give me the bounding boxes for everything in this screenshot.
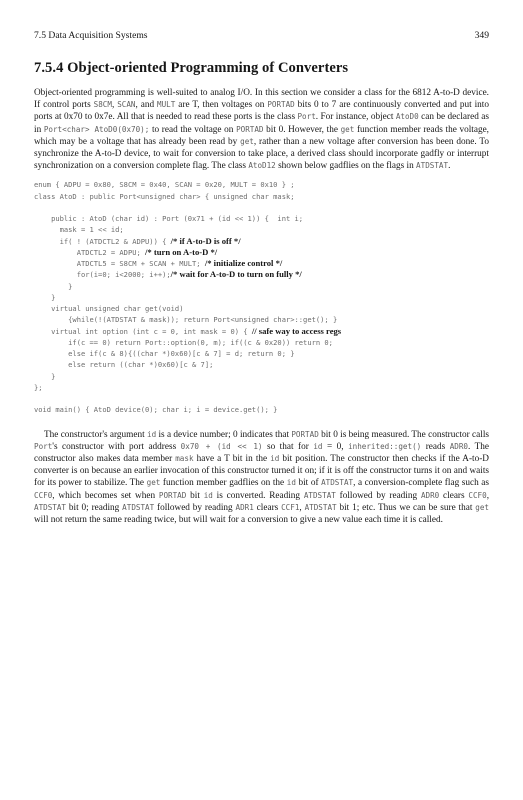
code-comment: /* if A-to-D is off */ xyxy=(170,235,241,246)
code-line xyxy=(34,224,489,235)
text-run: , which becomes set when xyxy=(52,490,159,501)
code-text: {while(!(ATDSTAT & mask)); return Port<unsigned char>::get(); } xyxy=(34,315,338,325)
code-text: for(i=0; i<2000; i++); xyxy=(34,270,171,280)
code-line xyxy=(34,281,489,292)
text-run: have a T bit in the xyxy=(193,454,271,465)
text-run: bit 0; reading xyxy=(66,502,123,513)
code-text: enum { ADPU = 0x80, S8CM = 0x40, SCAN = 0x20, MULT = 0x10 } ; xyxy=(34,180,295,190)
code-line xyxy=(34,191,489,202)
text-run: bit of xyxy=(295,478,322,489)
inline-code: get xyxy=(146,478,161,488)
code-line xyxy=(34,359,489,370)
code-line xyxy=(34,371,489,382)
code-line xyxy=(34,202,489,213)
inline-code: Port xyxy=(297,112,316,122)
code-comment: /* wait for A-to-D to turn on fully */ xyxy=(170,269,302,280)
code-text: } xyxy=(34,281,73,291)
code-text: } xyxy=(34,292,56,302)
text-run: followed by reading xyxy=(154,502,236,513)
code-text: else return ((char *)0x60)[c & 7]; xyxy=(34,360,214,370)
inline-code: ADR0 xyxy=(449,441,468,451)
text-run: reads xyxy=(421,441,450,452)
text-run: , rather than a new voltage after conversion has been done. To synchronize the A-to-D device, to wait for conversion to take place, a derived class should incorporate gadfly or interrupt synchronization on a conversion complete flag. The class xyxy=(34,136,490,172)
inline-code: get xyxy=(240,136,254,146)
code-line xyxy=(34,404,489,415)
inline-code: CCF1 xyxy=(281,502,300,512)
inline-code: Port xyxy=(34,441,53,451)
text-run: , and xyxy=(135,100,158,111)
text-run: will not return the same reading twice, but will wait for a conversion to give a new value each time it is called. xyxy=(34,515,443,526)
inline-code: 0x70 + (id << 1) xyxy=(180,441,263,451)
code-listing xyxy=(34,179,489,415)
inline-code: mask xyxy=(175,454,194,464)
code-line xyxy=(34,314,489,325)
text-run: bit 1; etc. Thus we can be sure that xyxy=(336,502,476,513)
code-comment: // safe way to access regs xyxy=(251,325,342,336)
code-line xyxy=(34,269,489,280)
inline-code: AtoD0 xyxy=(395,112,419,122)
text-run: . The constructor also makes data member xyxy=(34,441,490,465)
inline-code: ATDSTAT xyxy=(321,478,354,488)
inline-code: AtoD12 xyxy=(248,161,276,171)
code-text: if(c == 0) return Port::option(0, m); if((c & 0x20)) return 0; xyxy=(34,337,333,347)
inline-code: PORTAD xyxy=(267,100,295,110)
inline-code: id xyxy=(286,478,296,488)
text-run: Object-oriented programming is well-suited to analog I/O. In this section we consider a class for the 6812 A-to-D device. If control ports xyxy=(34,88,489,111)
inline-code: id xyxy=(270,454,280,464)
text-run: to read the voltage on xyxy=(149,124,237,135)
text-run: is a device number; 0 indicates that xyxy=(156,429,292,440)
inline-code: ATDSTAT xyxy=(122,502,155,512)
code-line xyxy=(34,393,489,404)
text-run: are T, then voltages on xyxy=(175,100,268,111)
code-text: virtual unsigned char get(void) xyxy=(34,304,184,314)
text-run: shown below gadflies on the flags in xyxy=(275,161,417,172)
inline-code: ADR0 xyxy=(420,490,440,500)
running-header xyxy=(34,30,489,42)
text-run: . xyxy=(448,161,451,172)
inline-code: ATDSTAT xyxy=(304,502,337,512)
code-text: } xyxy=(34,371,56,381)
text-run: can be declared as in xyxy=(34,112,489,135)
text-run: , xyxy=(111,100,118,111)
inline-code: CCF0 xyxy=(34,490,53,500)
code-line xyxy=(34,247,489,258)
inline-code: ATDSTAT xyxy=(303,490,336,500)
text-run: clears xyxy=(253,502,282,513)
code-text: ATDCTL5 = S8CM + SCAN + MULT; xyxy=(34,259,205,269)
code-text: if( ! (ATDCTL2 & ADPU)) { xyxy=(34,236,171,246)
text-run: 's constructor with port address xyxy=(52,441,181,452)
text-run: , xyxy=(299,502,305,513)
text-run: bit position. The constructor then checks if the A-to-D converter is on because an earlier invocation of this constructor turned it on; if it is off the constructor turns it on and waits for its power to stabilize. The xyxy=(34,454,489,489)
text-run: function member gadflies on the xyxy=(160,478,287,489)
code-line xyxy=(34,382,489,393)
text-run: bits 0 to 7 are continuously converted and put into ports at 0x70 to 0x7e. All that is needed to read these ports is the class xyxy=(34,100,489,123)
code-line xyxy=(34,258,489,269)
page-number: 349 xyxy=(474,30,489,41)
inline-code: id xyxy=(147,429,157,439)
code-text: public : AtoD (char id) : Port (0x71 + (id << 1)) { int i; xyxy=(34,214,304,224)
text-run: . For instance, object xyxy=(315,112,396,123)
text-run: = 0, xyxy=(322,441,349,452)
text-run: clears xyxy=(439,490,469,501)
inline-code: PORTAD xyxy=(291,429,319,439)
section-title: 7.5.4 Object-oriented Programming of Converters xyxy=(34,60,349,76)
book-page xyxy=(34,30,489,526)
code-line xyxy=(34,213,489,224)
inline-code: id xyxy=(313,441,323,451)
code-text: mask = 1 << id; xyxy=(34,225,124,235)
inline-code: CCF0 xyxy=(468,490,487,500)
inline-code: ATDSTAT xyxy=(416,161,449,171)
text-run: bit 0. However, the xyxy=(263,124,341,135)
code-text: class AtoD : public Port<unsigned char> { unsigned char mask; xyxy=(34,191,295,201)
code-text: virtual int option (int c = 0, int mask = 0) { xyxy=(34,326,252,336)
text-run: The constructor's argument xyxy=(44,429,147,440)
inline-code: PORTAD xyxy=(236,124,264,134)
text-run: bit 0 is being measured. The constructor calls xyxy=(318,429,489,440)
code-line xyxy=(34,179,489,190)
code-line xyxy=(34,236,489,247)
body-paragraph-explanation xyxy=(34,429,489,527)
body-paragraph-intro xyxy=(34,87,489,172)
code-text: void main() { AtoD device(0); char i; i = device.get(); } xyxy=(34,405,278,415)
text-run: , a conversion-complete flag such as xyxy=(353,478,489,489)
code-line xyxy=(34,292,489,303)
text-run: followed by reading xyxy=(335,490,421,501)
inline-code: inherited::get() xyxy=(348,441,422,451)
inline-code: get xyxy=(475,502,489,512)
code-line xyxy=(34,303,489,314)
inline-code: ATDSTAT xyxy=(34,502,67,512)
inline-code: MULT xyxy=(157,100,176,110)
inline-code: get xyxy=(340,124,355,134)
inline-code: ADR1 xyxy=(235,502,254,512)
text-run: bit xyxy=(186,490,204,501)
code-line xyxy=(34,326,489,337)
inline-code: id xyxy=(203,490,213,500)
text-run: function member reads the voltage, which may be a voltage that has already been read by xyxy=(34,124,489,147)
text-run: so that for xyxy=(262,441,314,452)
inline-code: S8CM xyxy=(93,100,112,110)
text-run: is converted. Reading xyxy=(212,490,304,501)
inline-code: PORTAD xyxy=(158,490,187,500)
inline-code: SCAN xyxy=(117,100,136,110)
running-header-section: 7.5 Data Acquisition Systems xyxy=(34,30,148,41)
code-text: }; xyxy=(34,382,43,392)
code-text: ATDCTL2 = ADPU; xyxy=(34,247,146,257)
code-comment: /* initialize control */ xyxy=(204,258,283,269)
code-comment: /* turn on A-to-D */ xyxy=(145,246,218,257)
code-text: else if(c & 8){((char *)0x60)[c & 7] = d; return 0; } xyxy=(34,349,295,359)
code-line xyxy=(34,337,489,348)
code-line xyxy=(34,348,489,359)
text-run: , xyxy=(486,490,490,501)
inline-code: Port<char> AtoD0(0x70); xyxy=(43,124,150,134)
